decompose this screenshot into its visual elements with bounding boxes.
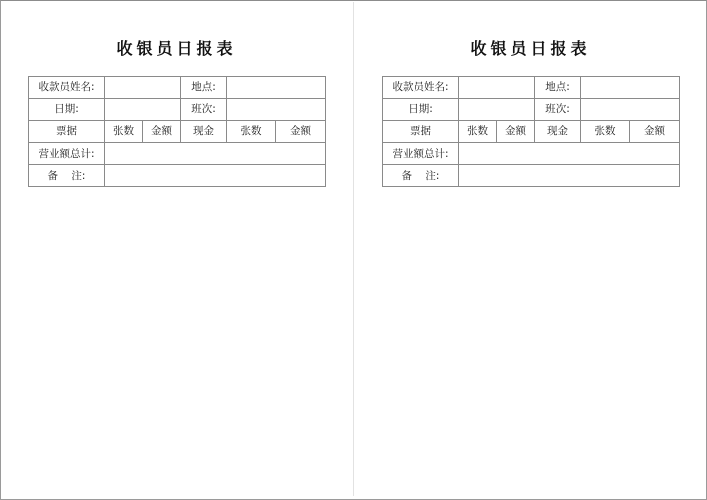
header-row-cashier xyxy=(383,77,680,99)
report-sheet-left xyxy=(28,0,325,500)
remarks-field[interactable] xyxy=(459,165,680,187)
column-header-cash-amount: 金额 xyxy=(630,121,680,143)
date-label: 日期: xyxy=(29,99,105,121)
location-label: 地点: xyxy=(535,77,581,99)
column-header-voucher: 票据 xyxy=(383,121,459,143)
revenue-total-field[interactable] xyxy=(459,143,680,165)
cashier-name-label: 收款员姓名: xyxy=(29,77,105,99)
column-header-row xyxy=(383,121,680,143)
column-header-cash-count: 张数 xyxy=(581,121,630,143)
column-header-cash: 现金 xyxy=(181,121,227,143)
shift-label: 班次: xyxy=(181,99,227,121)
header-row-date xyxy=(383,99,680,121)
cashier-daily-report-table xyxy=(28,76,326,187)
header-row-cashier xyxy=(29,77,326,99)
column-header-voucher: 票据 xyxy=(29,121,105,143)
column-header-amount: 金额 xyxy=(143,121,181,143)
revenue-total-label: 营业额总计: xyxy=(29,143,105,165)
revenue-total-row xyxy=(29,143,326,165)
column-header-cash: 现金 xyxy=(535,121,581,143)
remarks-row xyxy=(29,165,326,187)
location-field[interactable] xyxy=(227,77,326,99)
revenue-total-label: 营业额总计: xyxy=(383,143,459,165)
shift-label: 班次: xyxy=(535,99,581,121)
remarks-field[interactable] xyxy=(105,165,326,187)
remarks-label: 备 注: xyxy=(383,165,459,187)
remarks-row xyxy=(383,165,680,187)
revenue-total-field[interactable] xyxy=(105,143,326,165)
page-divider xyxy=(353,2,354,496)
report-title: 收银员日报表 xyxy=(116,39,237,58)
column-header-cash-count: 张数 xyxy=(227,121,276,143)
shift-field[interactable] xyxy=(227,99,326,121)
column-header-cash-amount: 金额 xyxy=(276,121,326,143)
shift-field[interactable] xyxy=(581,99,680,121)
report-title: 收银员日报表 xyxy=(470,39,591,58)
column-header-count: 张数 xyxy=(105,121,143,143)
report-sheet-right xyxy=(382,0,679,500)
column-header-amount: 金额 xyxy=(497,121,535,143)
remarks-label: 备 注: xyxy=(29,165,105,187)
cashier-name-label: 收款员姓名: xyxy=(383,77,459,99)
date-field[interactable] xyxy=(105,99,181,121)
revenue-total-row xyxy=(383,143,680,165)
location-field[interactable] xyxy=(581,77,680,99)
column-header-count: 张数 xyxy=(459,121,497,143)
date-label: 日期: xyxy=(383,99,459,121)
cashier-name-field[interactable] xyxy=(105,77,181,99)
cashier-daily-report-table xyxy=(382,76,680,187)
column-header-row xyxy=(29,121,326,143)
date-field[interactable] xyxy=(459,99,535,121)
header-row-date xyxy=(29,99,326,121)
location-label: 地点: xyxy=(181,77,227,99)
cashier-name-field[interactable] xyxy=(459,77,535,99)
